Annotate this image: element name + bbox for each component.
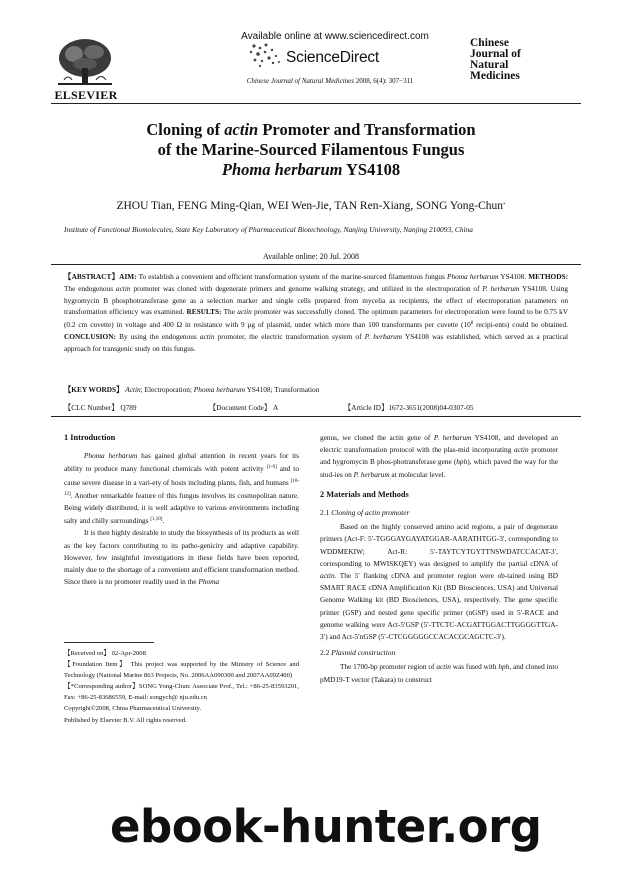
copyright: Copyright©2008, China Pharmaceutical University. — [64, 705, 201, 713]
journal-name-line: Medicines — [470, 70, 520, 82]
section-heading: 2 Materials and Methods — [320, 489, 409, 499]
abstract: 【ABSTRACT】AIM: To establish a convenient and efficient transformation system of the marine-sourced filamentous fungus Phoma herbarum YS4108. METHODS: The endogenous actin promoter was cloned with degenerate primers and genome walking strategy, and utilized in the electroporation of P. herbarum YS4108. Using hygromycin B phosphotransferase gene as a selection marker and single cells prepared from mycelia as recipients, the effect of electroporation parameters on transformation efficiency was examined. RESULTS: The actin promoter was successfully cloned. The optimum parameters for electroporation were found to be 0.75 kV (0.2 cm cuvette) in voltage and 400 Ω in resistance with 9 μg of plasmid, under which more than 100 transformants per cuvette ($10^8$ recipi-ents) could be obtained. CONCLUSION: By using the endogenous actin promoter, the electric transformation system of P. herbarum YS4108 was established, which served as a practical approach for transgenic study on this fungus. — [64, 272, 569, 353]
affiliation: Institute of Functional Biomolecules, State Key Laboratory of Pharmaceutical Biotechnology, Nanjing University, Nanjing 210093, China — [64, 225, 473, 234]
footnote-rule — [64, 642, 154, 643]
section-heading: 1 Introduction — [64, 433, 116, 442]
journal-name-line: Natural — [470, 59, 509, 71]
article-title: Cloning of actin Promoter and Transformation of the Marine-Sourced Filamentous Fungus Phoma herbarum YS4108 — [146, 120, 476, 179]
paragraph: The 1700-bp promoter region of actin was fused with hph, and cloned into pMD19-T vector (Takara) to construct — [320, 662, 558, 684]
sciencedirect-dots-icon — [246, 42, 286, 68]
available-online-date: Available online: 20 Jul. 2008 — [262, 252, 360, 261]
subsection-heading: 2.2 Plasmid construction — [320, 648, 396, 658]
publisher-name: ELSEVIER — [54, 88, 118, 102]
abstract-top-rule — [51, 264, 581, 265]
header-divider — [51, 103, 581, 104]
author-list: ZHOU Tian, FENG Ming-Qian, WEI Wen-Jie, TAN Ren-Xiang, SONG Yong-Chun* — [116, 200, 506, 212]
abstract-bottom-rule — [51, 416, 581, 417]
foundation-item: 【Foundation Item】 This project was supported by the Ministry of Science and Technology (National Marine 863 Projects, No. 2006AA090300 and 2007AA09Z400) — [64, 661, 299, 680]
left-column — [64, 432, 299, 588]
paragraph: It is then highly desirable to study the biosynthesis of its products as well as the key factors contributing to its patho-genicity and adaptive capability. However, few insightful investigations in these fields have been reported, mainly due to the shortage of a convenient and efficient transformation method. Since there is no promoter readily used in the Phoma — [64, 528, 299, 587]
clc-number: 【CLC Number】 Q789 — [64, 403, 137, 412]
paragraph: Based on the highly conserved amino acid regions, a pair of degenerate primers (Act-F: 5′-TGGGAYGAYATGGAR-AARATHTGG-3′, corresponding to WDDMEKIW; Act-R: 5′-TAYTCYTGYTTNSWDATCCACAT-3′, corresponding to MWISKQEY) was designed to amplify the partial cDNA of actin. The 5′ flanking cDNA and promoter region were ob-tained using BD SMART RACE cDNA Amplification Kit (BD Biosciences, USA) and Universal Genome Walking kit (BD Biosciences, USA), respectively. The gene specific primer (GSP) and nested gene specific primer (nGSP) used in 5′-RACE and genome walking were Act-5′GSP (5′-TTCTC-ACGATTGGACTTGGGGTTGA-3′) and Act-5′nGSP (5′-CTCGGGGGCCACACGCAGCTC-3′). — [320, 522, 558, 642]
paragraph: Phoma herbarum has gained global attention in recent years for its ability to produce many functional chemicals with potent activity [1-9] and to cause severe disease in a vari-ety of hosts including plants, fish, and humans [10-12]. Another remarkable feature of this fungus involves its cosmopolitan nature. Being widely distributed, it is well adaptive to various environments including salty and chilly surroundings [1,10]. — [64, 451, 300, 526]
journal-name-line: Journal of — [470, 48, 521, 60]
paragraph: genus, we cloned the actin gene of P. herbarum YS4108, and developed an electric transformation protocol with the plas-mid incorporating actin promoter and hygromycin B phos-photransferase gene (hph), which paved the way for the stud-ies on P. herbarum at molecular level. — [320, 433, 558, 479]
publisher-note: Published by Elsevier B.V. All rights reserved. — [64, 716, 187, 724]
sciencedirect-brand: ScienceDirect — [286, 49, 380, 66]
subsection-heading: 2.1 Cloning of actin promoter — [320, 508, 410, 518]
available-online-banner: Available online at www.sciencedirect.com — [241, 31, 429, 42]
key-words: 【KEY WORDS】 Actin; Electroporation; Phoma herbarum YS4108; Transformation — [64, 385, 320, 394]
journal-citation: Chinese Journal of Natural Medicines 2008, 6(4): 307−311 — [246, 77, 414, 85]
journal-name-block — [470, 38, 580, 92]
corresponding-author: 【*Corresponding author】SONG Yong-Chun: Associate Prof., Tel.: +86-25-83593201, Fax: +86-25-83686559, E-mail: songych@ nju.edu.cn — [64, 683, 299, 702]
received-date: 【Received on】 02-Apr-2008 — [64, 650, 146, 657]
footnotes — [64, 648, 299, 726]
right-column — [320, 432, 558, 686]
journal-name-line: Chinese — [470, 37, 509, 49]
article-id: 【Article ID】1672-3651(2008)04-0307-05 — [344, 403, 474, 412]
document-code: 【Document Code】 A — [209, 403, 279, 412]
watermark-text: ebook-hunter.org — [110, 800, 542, 853]
